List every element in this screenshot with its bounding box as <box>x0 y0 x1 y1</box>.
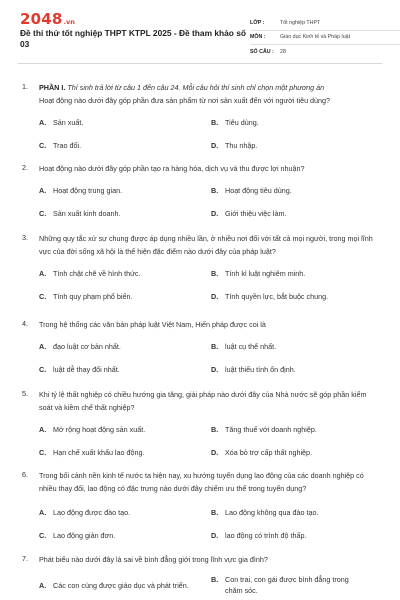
option-text: Mở rộng hoạt động sản xuất. <box>53 425 146 434</box>
option-a[interactable] <box>39 580 189 592</box>
option-letter: B. <box>211 508 219 517</box>
option-letter: A. <box>39 186 47 195</box>
option-letter: D. <box>211 531 219 540</box>
option-d[interactable] <box>211 530 307 542</box>
option-text: Trao đổi. <box>53 141 82 150</box>
option-text: Tính quy phạm phổ biến. <box>53 292 133 301</box>
option-text: Tính quyền lực, bắt buộc chung. <box>225 292 329 301</box>
option-c[interactable] <box>39 447 145 459</box>
option-text: Lao động được đào tạo. <box>53 508 131 517</box>
option-text: Lao động giản đơn. <box>53 531 116 540</box>
option-letter: A. <box>39 118 47 127</box>
option-letter: C. <box>39 141 47 150</box>
meta-row-class <box>250 16 400 31</box>
question-number: 5. <box>22 389 28 398</box>
option-text: Giới thiệu việc làm. <box>225 209 287 218</box>
option-letter: C. <box>39 448 47 457</box>
option-d[interactable] <box>211 291 328 303</box>
option-text: Hoạt động trung gian. <box>53 186 123 195</box>
exam-meta-table <box>250 16 400 60</box>
exam-header <box>18 0 382 64</box>
logo-main-text: 2048 <box>20 10 63 28</box>
option-letter: D. <box>211 292 219 301</box>
option-letter: D. <box>211 209 219 218</box>
option-letter: B. <box>211 425 219 434</box>
option-letter: C. <box>39 209 47 218</box>
option-letter: D. <box>211 141 219 150</box>
logo-domain-text: .vn <box>63 18 75 26</box>
option-text: Hạn chế xuất khẩu lao động. <box>53 448 145 457</box>
question-number: 6. <box>22 470 28 479</box>
question-text: Trong hệ thống các văn bản pháp luật Việt Nam, Hiến pháp được coi là <box>39 320 266 329</box>
option-b[interactable] <box>211 185 292 197</box>
question-number: 1. <box>22 82 28 91</box>
meta-value: 28 <box>280 49 286 56</box>
exam-title: Đề thi thử tốt nghiệp THPT KTPL 2025 - Đề tham khảo số 03 <box>20 28 247 49</box>
option-text: Tính kỉ luật nghiêm minh. <box>225 269 306 278</box>
part-instruction: Thí sinh trả lời từ câu 1 đến câu 24. Mỗi câu hỏi thí sinh chỉ chọn một phương án <box>67 83 325 92</box>
option-a[interactable] <box>39 185 122 197</box>
meta-value: Giáo dục Kinh tế và Pháp luật <box>280 34 351 41</box>
option-text: Tăng thuế với doanh nghiệp. <box>225 425 317 434</box>
option-letter: A. <box>39 508 47 517</box>
option-letter: B. <box>211 342 219 351</box>
option-d[interactable] <box>211 140 257 152</box>
option-b[interactable] <box>211 341 276 353</box>
option-text: Hoạt động tiêu dùng. <box>225 186 292 195</box>
option-letter: C. <box>39 531 47 540</box>
option-a[interactable] <box>39 268 141 280</box>
option-letter: D. <box>211 365 219 374</box>
option-text: Lao động không qua đào tạo. <box>225 508 319 517</box>
option-letter: C. <box>39 292 47 301</box>
option-b[interactable] <box>211 117 259 129</box>
meta-label: SỐ CÂU : <box>250 49 274 56</box>
option-letter: A. <box>39 342 47 351</box>
option-c[interactable] <box>39 208 121 220</box>
question-number: 7. <box>22 554 28 563</box>
option-letter: B. <box>211 186 219 195</box>
option-d[interactable] <box>211 364 296 376</box>
option-b[interactable] <box>211 507 319 519</box>
question-text <box>39 82 379 107</box>
option-letter: B. <box>211 269 219 278</box>
option-c[interactable] <box>39 530 115 542</box>
question-text: Những quy tắc xử sự chung được áp dụng nhiều lần, ở nhiều nơi đối với tất cả mọi người, trong mọi lĩnh vực của đời sống xã hội là thể hiện đặc điểm nào dưới đây của pháp luật? <box>39 234 373 256</box>
option-letter: A. <box>39 581 47 590</box>
question-number: 3. <box>22 233 28 242</box>
option-text: luật dễ thay đổi nhất. <box>53 365 120 374</box>
meta-value: Tốt nghiệp THPT <box>280 19 321 26</box>
option-letter: B. <box>211 575 219 584</box>
part-heading: PHẦN I. <box>39 83 66 92</box>
option-c[interactable] <box>39 364 120 376</box>
option-letter: B. <box>211 118 219 127</box>
question-text: Trong bối cảnh nền kinh tế nước ta hiện nay, xu hướng tuyển dụng lao động của các doanh nghiệp có nhiều thay đổi, lao động có đặc trưng nào dưới đây chiếm ưu thế trong tuyển dụng? <box>39 471 364 493</box>
option-text: Tính chặt chẽ về hình thức. <box>53 269 141 278</box>
option-text: lao động có trình độ thấp. <box>225 531 307 540</box>
option-letter: C. <box>39 365 47 374</box>
option-b[interactable] <box>211 424 317 436</box>
option-a[interactable] <box>39 341 121 353</box>
option-letter: A. <box>39 425 47 434</box>
option-b[interactable] <box>211 574 361 596</box>
option-b[interactable] <box>211 268 305 280</box>
option-text: Tiêu dùng. <box>225 118 259 127</box>
meta-row-question-count <box>250 45 400 60</box>
meta-label: MÔN : <box>250 34 266 41</box>
question-text: Khi tỷ lệ thất nghiệp có chiều hướng gia tăng, giải pháp nào dưới đây của Nhà nước sẽ góp phần kiểm soát và kiềm chế thất nghiệp? <box>39 390 367 412</box>
option-text: đạo luật cơ bản nhất. <box>53 342 121 351</box>
option-letter: D. <box>211 448 219 457</box>
meta-row-subject <box>250 31 400 46</box>
option-text: Sản xuất kinh doanh. <box>53 209 121 218</box>
option-text: Xóa bỏ trợ cấp thất nghiệp. <box>225 448 313 457</box>
option-text: Thu nhập. <box>225 141 258 150</box>
site-logo[interactable] <box>20 10 75 28</box>
option-a[interactable] <box>39 507 130 519</box>
question-number: 4. <box>22 319 28 328</box>
option-letter: A. <box>39 269 47 278</box>
option-c[interactable] <box>39 140 81 152</box>
question-number: 2. <box>22 163 28 172</box>
question-text: Phát biểu nào dưới đây là sai về bình đẳng giới trong lĩnh vực gia đình? <box>39 555 268 564</box>
option-c[interactable] <box>39 291 133 303</box>
option-a[interactable] <box>39 424 145 436</box>
option-text: Con trai, con gái được bình đẳng trong chăm sóc. <box>225 575 349 595</box>
meta-label: LỚP : <box>250 19 265 26</box>
option-text: luật thiếu tính ổn định. <box>225 365 296 374</box>
option-text: Các con cùng được giáo dục và phát triển. <box>53 581 189 590</box>
option-a[interactable] <box>39 117 83 129</box>
option-text: Sản xuất. <box>53 118 84 127</box>
option-text: luật cụ thể nhất. <box>225 342 277 351</box>
option-d[interactable] <box>211 208 286 220</box>
question-text: Hoạt động nào dưới đây góp phần tạo ra hàng hóa, dịch vụ và thu được lợi nhuận? <box>39 164 305 173</box>
option-d[interactable] <box>211 447 312 459</box>
question-text-line: Hoạt động nào dưới đây góp phần đưa sản phẩm từ nơi sản xuất đến với người tiêu dùng? <box>39 95 331 105</box>
